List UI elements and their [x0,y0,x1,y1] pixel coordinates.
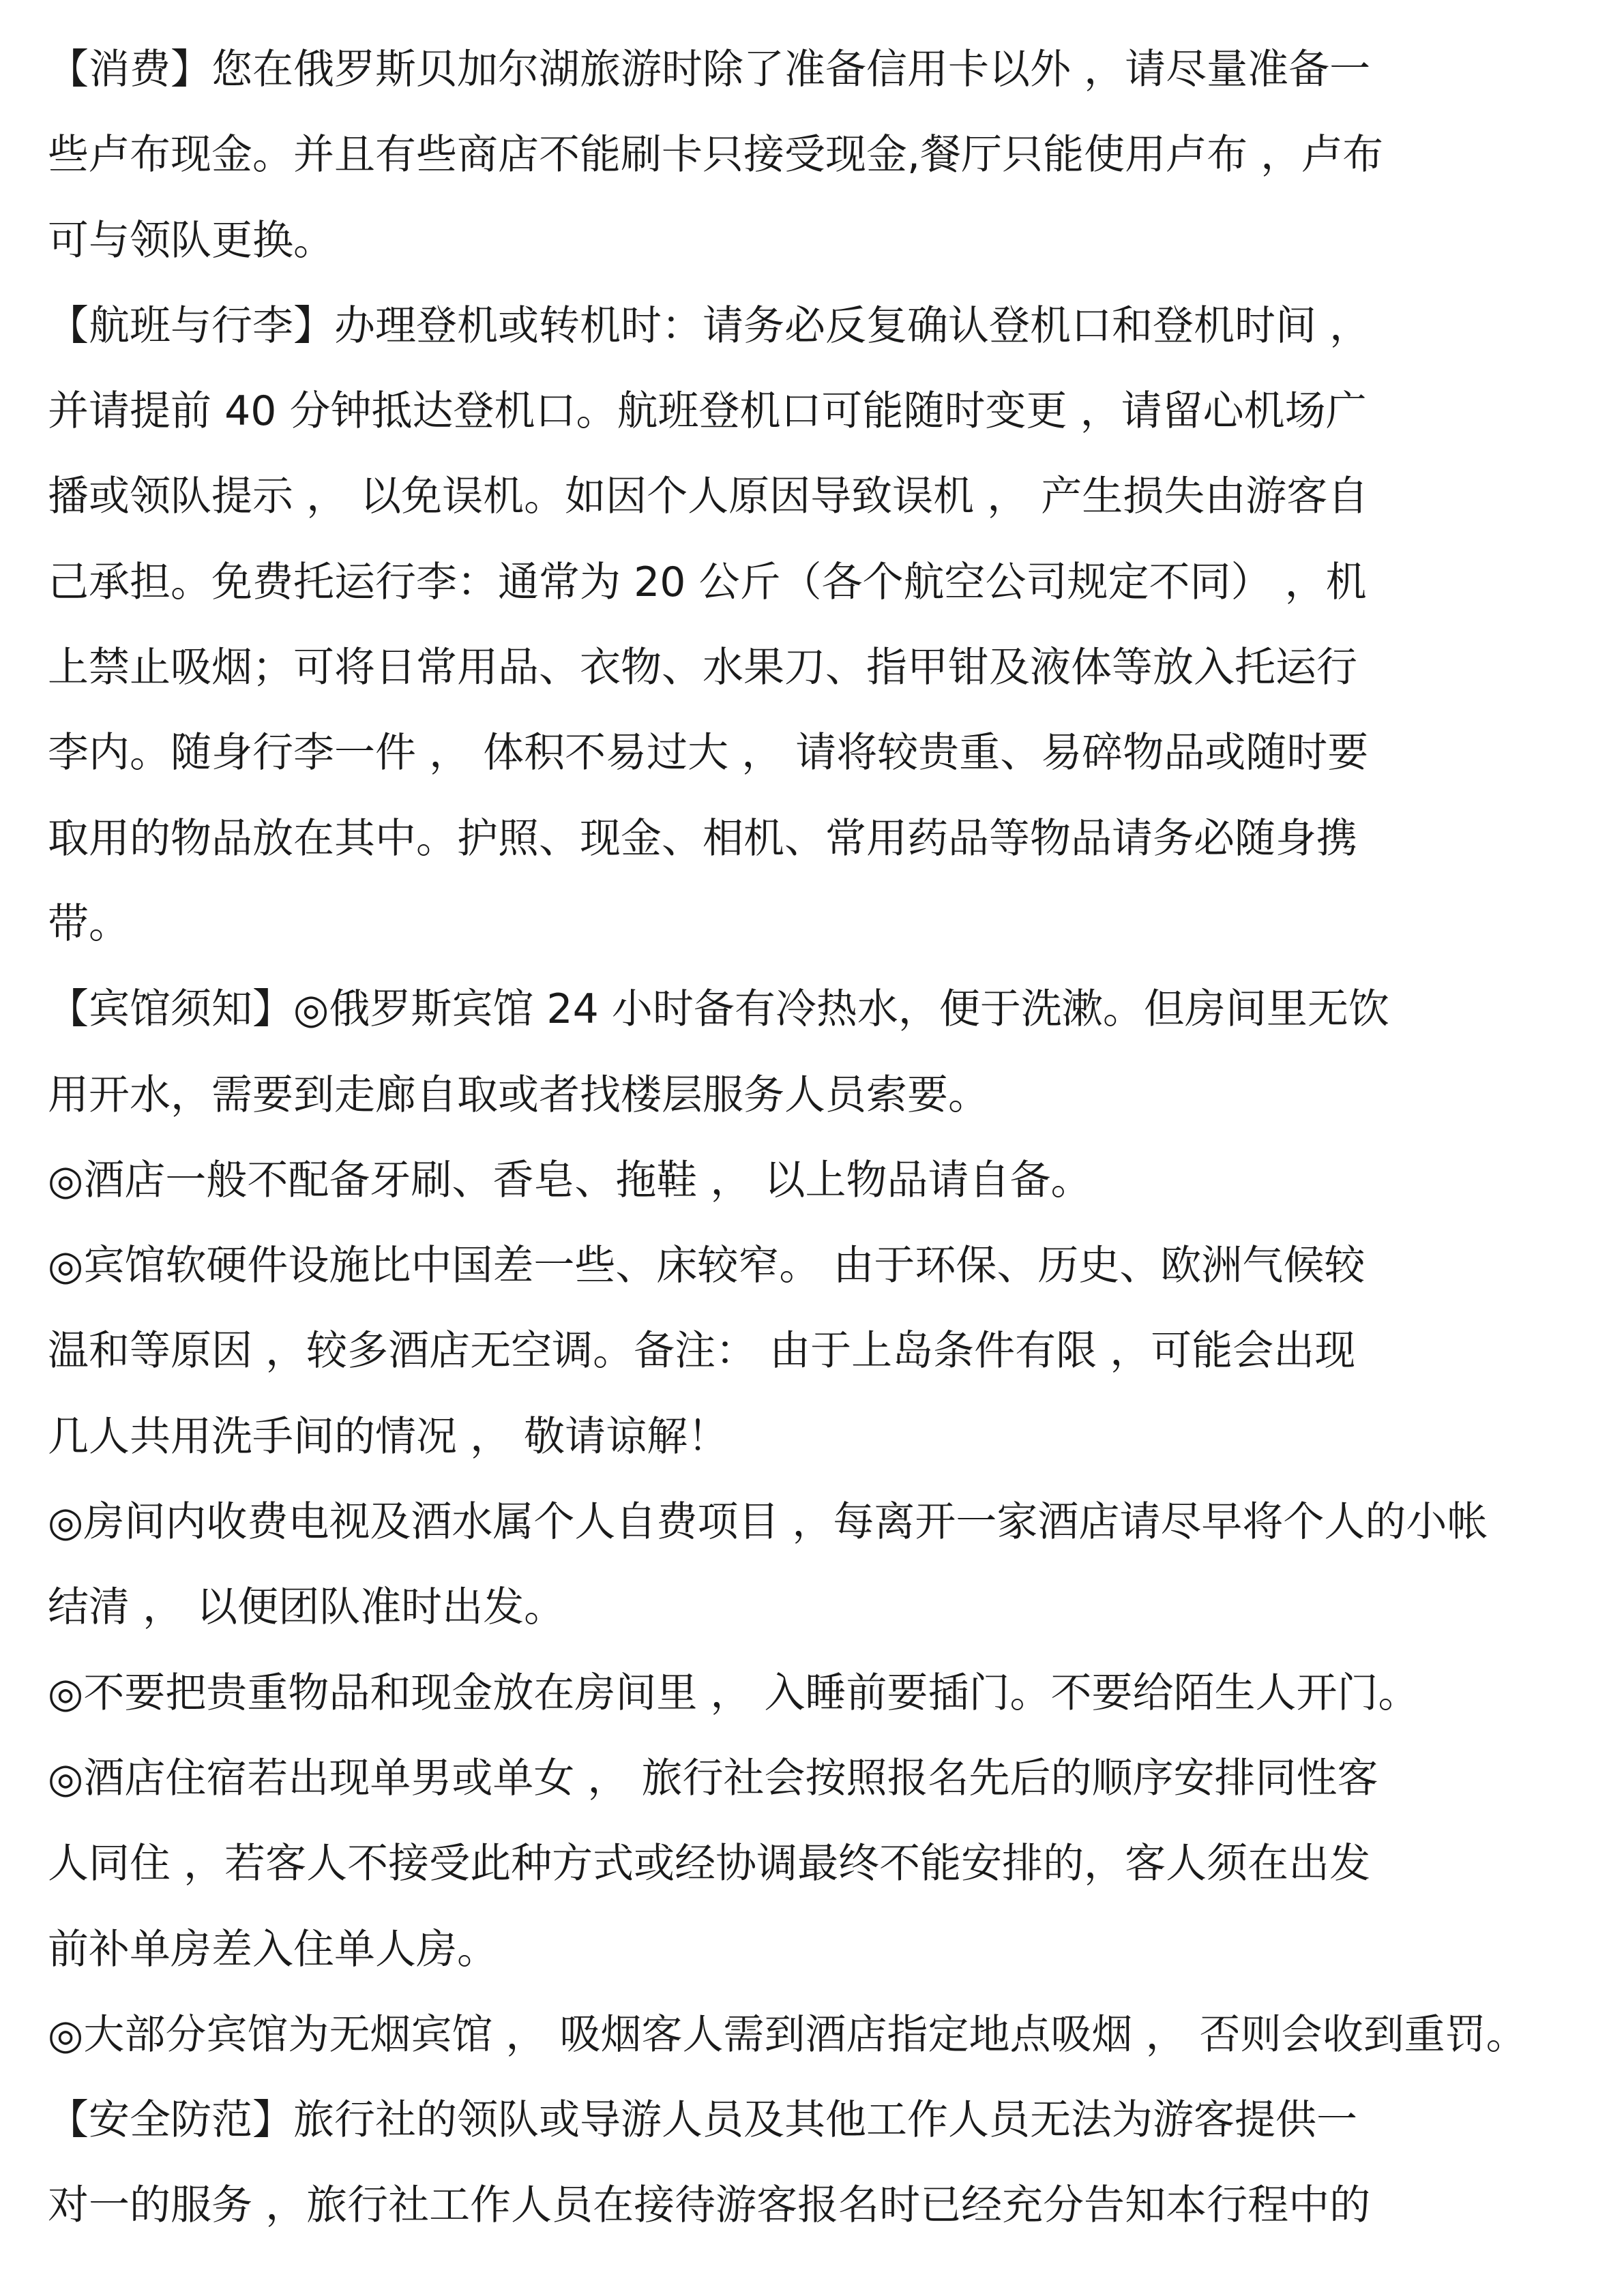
text-line: ◎酒店住宿若出现单男或单女 ， 旅行社会按照报名先后的顺序安排同性客 [48,1754,1378,1802]
paragraph-hotel-facilities [48,1223,1616,1480]
text-line: 并请提前 40 分钟抵达登机口。航班登机口可能随时变更 ，请留心机场广 [48,387,1367,436]
text-line: ◎酒店一般不配备牙刷、香皂、拖鞋 ， 以上物品请自备。 [48,1156,1092,1204]
text-line: 己承担。免费托运行李：通常为 20 公斤（各个航空公司规定不同） ，机 [48,558,1367,606]
paragraph-hotel-valuables [48,1651,1616,1736]
text-line: 对一的服务 ，旅行社工作人员在接待游客报名时已经充分告知本行程中的 [48,2181,1371,2230]
paragraph-hotel-notice [48,967,1616,1138]
text-line: 【航班与行李】办理登机或转机时：请务必反复确认登机口和登机时间 ， [48,301,1371,350]
text-line: 【安全防范】旅行社的领队或导游人员及其他工作人员无法为游客提供一 [48,2096,1357,2145]
paragraph-flight-luggage [48,284,1616,967]
text-line: 【宾馆须知】◎俄罗斯宾馆 24 小时备有冷热水，便于洗漱。但房间里无饮 [48,985,1389,1034]
text-line: ◎不要把贵重物品和现金放在房间里 ， 入睡前要插门。不要给陌生人开门。 [48,1669,1419,1717]
text-line: 【消费】您在俄罗斯贝加尔湖旅游时除了准备信用卡以外 ，请尽量准备一 [48,46,1371,93]
text-line: 温和等原因 ，较多酒店无空调。备注： 由于上岛条件有限 ，可能会出现 [48,1327,1356,1375]
text-line: 些卢布现金。并且有些商店不能刷卡只接受现金,餐厅只能使用卢布 ，卢布 [48,131,1384,179]
paragraph-hotel-rooming [48,1736,1616,1993]
text-line: 前补单房差入住单人房。 [48,1925,498,1973]
text-line: 播或领队提示 ， 以免误机。如因个人原因导致误机 ， 产生损失由游客自 [48,473,1369,521]
text-line: 取用的物品放在其中。护照、现金、相机、常用药品等物品请务必随身携 [48,814,1357,863]
text-line: ◎宾馆软硬件设施比中国差一些、床较窄。 由于环保、历史、欧洲气候较 [48,1242,1365,1290]
text-line: ◎大部分宾馆为无烟宾馆 ， 吸烟客人需到酒店指定地点吸烟 ， 否则会收到重罚。 [48,2010,1527,2059]
paragraph-hotel-toiletries [48,1138,1616,1223]
text-line: 带。 [48,899,130,948]
text-line: 人同住 ，若客人不接受此种方式或经协调最终不能安排的，客人须在出发 [48,1840,1371,1888]
paragraph-safety [48,2078,1616,2249]
text-line: ◎房间内收费电视及酒水属个人自费项目 ，每离开一家酒店请尽早将个人的小帐 [48,1498,1488,1547]
text-line: 上禁止吸烟；可将日常用品、衣物、水果刀、指甲钳及液体等放入托运行 [48,644,1357,692]
paragraph-consumption [48,27,1616,284]
text-line: 可与领队更换。 [48,216,334,265]
text-line: 李内。随身行李一件 ， 体积不易过大 ， 请将较贵重、易碎物品或随时要 [48,729,1369,777]
text-line: 用开水，需要到走廊自取或者找楼层服务人员索要。 [48,1071,989,1119]
document-page [48,27,1616,2249]
paragraph-hotel-smoking [48,1993,1616,2078]
text-line: 结清 ， 以便团队准时出发。 [48,1583,565,1632]
paragraph-hotel-charges [48,1480,1616,1651]
text-line: 几人共用洗手间的情况 ， 敬请谅解！ [48,1412,729,1461]
